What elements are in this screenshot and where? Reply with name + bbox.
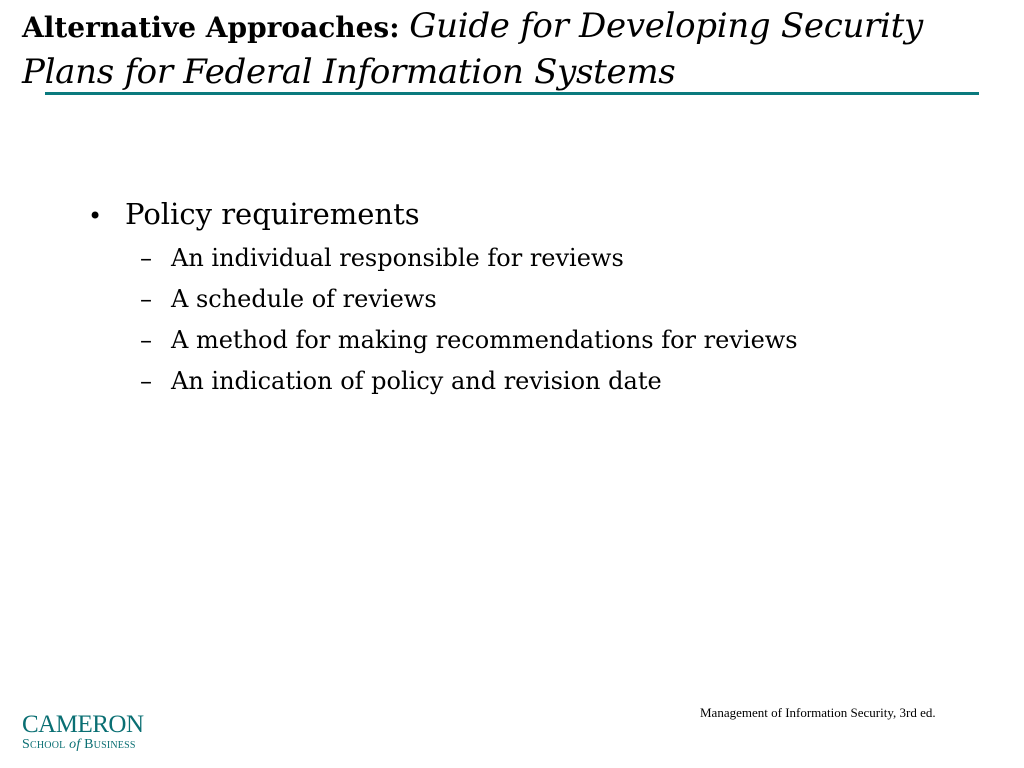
- dash-icon: –: [140, 285, 152, 313]
- bullet-dot-icon: •: [88, 202, 103, 230]
- logo-subline: [22, 737, 144, 753]
- school-logo: [22, 712, 144, 753]
- title-underline: [45, 92, 979, 95]
- bullet-text: Policy requirements: [125, 197, 420, 231]
- dash-icon: –: [140, 326, 152, 354]
- logo-wordmark: CAMERON: [22, 711, 144, 738]
- logo-business: Business: [80, 737, 136, 752]
- sub-bullet-item: [140, 361, 968, 402]
- title-guide-name: Guide for Developing Security Plans for Federal Information Systems: [22, 6, 923, 92]
- slide-title: [22, 4, 1012, 94]
- dash-icon: –: [140, 367, 152, 395]
- sub-bullet-list: [88, 238, 968, 402]
- sub-bullet-item: [140, 238, 968, 279]
- sub-bullet-item: [140, 279, 968, 320]
- bullet-item: [88, 192, 968, 238]
- sub-bullet-text: An individual responsible for reviews: [171, 244, 624, 272]
- dash-icon: –: [140, 244, 152, 272]
- slide-body: [88, 192, 968, 402]
- logo-school: School: [22, 737, 70, 752]
- sub-bullet-text: A method for making recommendations for reviews: [171, 326, 798, 354]
- sub-bullet-item: [140, 320, 968, 361]
- footer-text: Management of Information Security, 3rd ed.: [700, 705, 936, 720]
- sub-bullet-text: An indication of policy and revision date: [171, 367, 662, 395]
- sub-bullet-text: A schedule of reviews: [171, 285, 437, 313]
- logo-of: of: [69, 737, 81, 752]
- title-prefix: Alternative Approaches:: [22, 11, 410, 44]
